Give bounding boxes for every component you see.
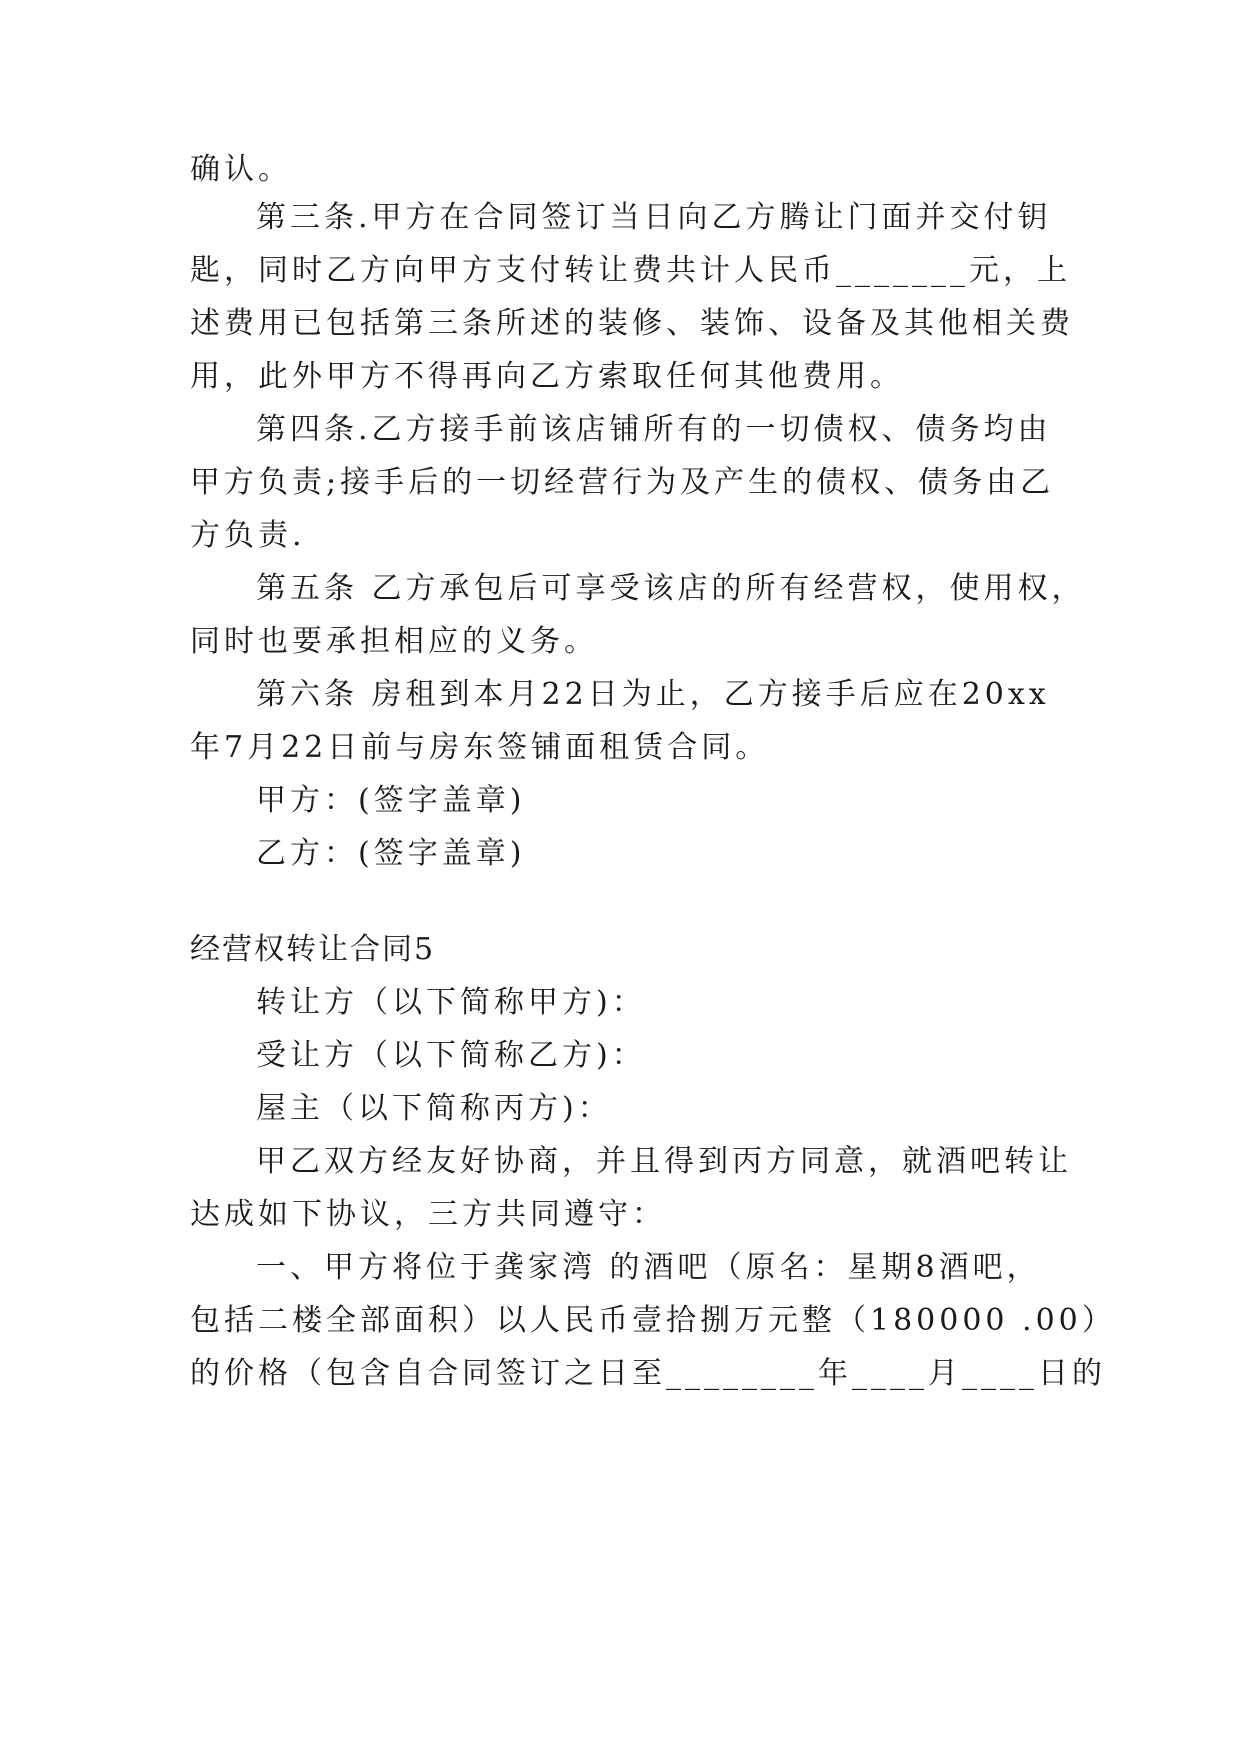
clause-4-line: 方负责. xyxy=(190,518,306,553)
clause-3-line: 第三条.甲方在合同签订当日向乙方腾让门面并交付钥 xyxy=(256,200,1052,235)
preamble-line: 甲乙双方经友好协商，并且得到丙方同意，就酒吧转让 xyxy=(256,1144,1072,1179)
clause-3-line: 用，此外甲方不得再向乙方索取任何其他费用。 xyxy=(190,359,904,394)
transferee-line: 受让方（以下简称乙方)： xyxy=(256,1038,646,1073)
owner-line: 屋主（以下简称丙方)： xyxy=(256,1091,612,1126)
article-1-line: 包括二楼全部面积）以人民币壹拾捌万元整（180000 .00） xyxy=(190,1303,1116,1338)
clause-5-line: 同时也要承担相应的义务。 xyxy=(190,624,598,659)
paragraph-line: 确认。 xyxy=(190,152,292,187)
clause-6-line: 第六条 房租到本月22日为止，乙方接手后应在20xx xyxy=(256,677,1050,712)
article-1-line: 的价格（包含自合同签订之日至________年____月____日的 xyxy=(190,1356,1106,1391)
clause-6-line: 年7月22日前与房东签铺面租赁合同。 xyxy=(190,730,770,765)
transferor-line: 转让方（以下简称甲方)： xyxy=(256,985,646,1020)
article-1-line: 一、甲方将位于龚家湾 的酒吧（原名：星期8酒吧， xyxy=(256,1250,1041,1285)
preamble-line: 达成如下协议，三方共同遵守： xyxy=(190,1197,666,1232)
party-a-signature: 甲方：(签字盖章) xyxy=(256,783,526,818)
party-b-signature: 乙方：(签字盖章) xyxy=(256,836,526,871)
clause-3-line: 匙，同时乙方向甲方支付转让费共计人民币_______元，上 xyxy=(190,253,1071,288)
clause-5-line: 第五条 乙方承包后可享受该店的所有经营权，使用权， xyxy=(256,571,1086,606)
contract-title: 经营权转让合同5 xyxy=(190,932,436,967)
clause-4-line: 甲方负责;接手后的一切经营行为及产生的债权、债务由乙 xyxy=(190,465,1055,500)
clause-4-line: 第四条.乙方接手前该店铺所有的一切债权、债务均由 xyxy=(256,412,1052,447)
clause-3-line: 述费用已包括第三条所述的装修、装饰、设备及其他相关费 xyxy=(190,306,1074,341)
